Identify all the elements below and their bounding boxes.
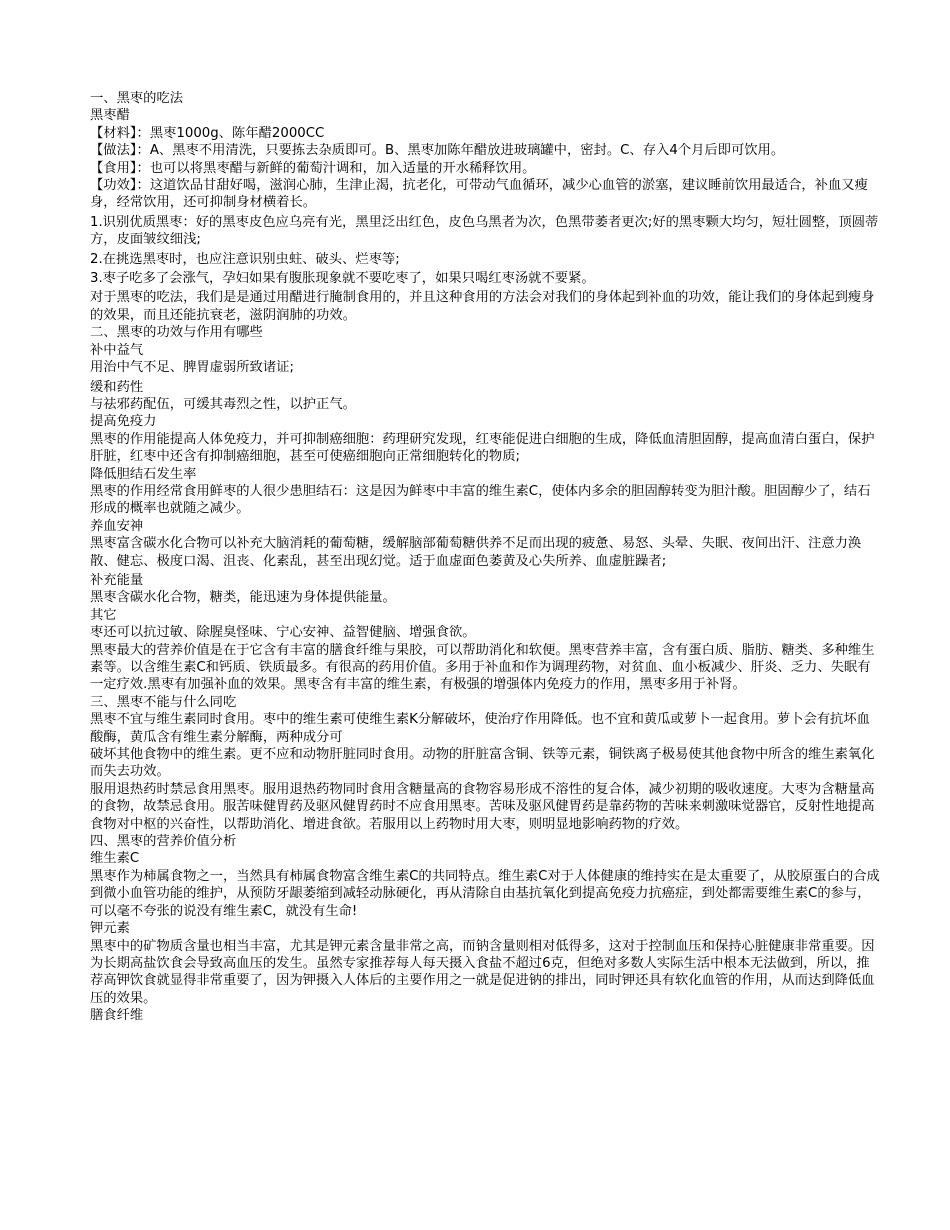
paragraph: 黑枣含碳水化合物，糖类，能迅速为身体提供能量。 <box>90 590 396 606</box>
paragraph: 【做法】：A、黑枣不用清洗，只要拣去杂质即可。B、黑枣加陈年醋放进玻璃罐中，密封。C、存入4个月后即可饮用。 <box>90 143 785 159</box>
paragraph: 黑枣不宜与维生素同时食用。枣中的维生素可使维生素K分解破坏，使治疗作用降低。也不宜和黄瓜或萝卜一起食用。萝卜会有抗坏血酸酶，黄瓜含有维生素分解酶，两种成分可 <box>90 712 870 745</box>
subheading: 缓和药性 <box>90 379 144 395</box>
paragraph: 黑枣的作用能提高人体免疫力，并可抑制癌细胞：药理研究发现，红枣能促进白细胞的生成，降低血清胆固醇，提高血清白蛋白，保护肝脏，红枣中还含有抑制癌细胞，甚至可使癌细胞向正常细胞转化的物质; <box>90 431 875 465</box>
paragraph: 服用退热药时禁忌食用黑枣。服用退热药物同时食用含糖量高的食物容易形成不溶性的复合体，减少初期的吸收速度。大枣为含糖量高的食物，故禁忌食用。服苦味健胃药及驱风健胃药时不应食用黑枣。苦味及驱风健胃药是靠药物的苦味来刺激味觉器官，反射性地提高食物对中枢的兴奋性，以帮助消化、增进食欲。若服用以上药物时用大枣，则明显地影响药物的疗效。 <box>90 781 875 832</box>
paragraph: 【功效】：这道饮品甘甜好喝，滋润心肺，生津止渴，抗老化，可带动气血循环，减少心血管的淤塞，建议睡前饮用最适合，补血又瘦身，经常饮用，还可抑制身材横着长。 <box>90 178 868 211</box>
paragraph: 与祛邪药配伍，可缓其毒烈之性，以护正气。 <box>90 396 356 412</box>
subheading: 膳食纤维 <box>90 1008 144 1024</box>
paragraph: 黑枣富含碳水化合物可以补充大脑消耗的葡萄糖，缓解脑部葡萄糖供养不足而出现的疲惫、易怒、头晕、失眠、夜间出汗、注意力涣散、健忘、极度口渴、沮丧、化素乱，甚至出现幻觉。适于血虚面色萎黄及心失所养、血虚脏躁者; <box>90 536 862 569</box>
paragraph: 黑枣最大的营养价值是在于它含有丰富的膳食纤维与果胶，可以帮助消化和软便。黑枣营养丰富，含有蛋白质、脂肪、糖类、多种维生素等。以含维生素C和钙质、铁质最多。有很高的药用价值。多用于补血和作为调理药物，对贫血、血小板减少、肝炎、乏力、失眠有一定疗效.黑枣有加强补血的效果。黑枣含有丰富的维生素，有极强的增强体内免疫力的作用，黑枣多用于补肾。 <box>90 642 875 693</box>
section-heading: 二、黑枣的功效与作用有哪些 <box>90 325 263 341</box>
paragraph: 1.识别优质黑枣：好的黑枣皮色应乌亮有光，黑里泛出红色，皮色乌黑者为次，色黑带萎者更次;好的黑枣颗大均匀，短壮圆整，顶圆蒂方，皮面皱纹细浅; <box>90 214 879 248</box>
paragraph: 黑枣中的矿物质含量也相当丰富，尤其是钾元素含量非常之高，而钠含量则相对低得多，这对于控制血压和保持心脏健康非常重要。因为长期高盐饮食会导致高血压的发生。虽然专家推荐每人每天摄入食盐不超过6克，但绝对多数人实际生活中根本无法做到，所以，推荐高钾饮食就显得非常重要了，因为钾摄入人体后的主要作用之一就是促进钠的排出，同时钾还具有软化血管的作用，从而达到降低血压的效果。 <box>90 938 875 1006</box>
section-heading: 三、黑枣不能与什么同吃 <box>90 694 237 710</box>
paragraph: 黑枣作为柿属食物之一，当然具有柿属食物富含维生素C的共同特点。维生素C对于人体健康的维持实在是太重要了，从胶原蛋白的合成到微小血管功能的维护，从预防牙龈萎缩到减轻动脉硬化，再从清除自由基抗氧化到提高免疫力抗癌症，到处都需要维生素C的参与，可以毫不夸张的说没有维生素C，就没有生命! <box>90 868 880 919</box>
paragraph: 黑枣的作用经常食用鲜枣的人很少患胆结石：这是因为鲜枣中丰富的维生素C，使体内多余的胆固醇转变为胆汁酸。胆固醇少了，结石形成的概率也就随之减少。 <box>90 483 871 517</box>
subheading: 维生素C <box>90 851 140 867</box>
subheading: 钾元素 <box>90 921 130 937</box>
subheading: 提高免疫力 <box>90 414 157 430</box>
paragraph: 【材料】：黑枣1000g、陈年醋2000CC <box>90 125 325 141</box>
document-body <box>90 90 880 1025</box>
subheading: 黑枣醋 <box>90 108 130 124</box>
subheading: 其它 <box>90 607 117 623</box>
subheading: 补中益气 <box>90 342 144 358</box>
section-heading: 四、黑枣的营养价值分析 <box>90 834 237 850</box>
paragraph: 【食用】：也可以将黑枣醋与新鲜的葡萄汁调和，加入适量的开水稀释饮用。 <box>90 160 536 176</box>
paragraph: 破坏其他食物中的维生素。更不应和动物肝脏同时食用。动物的肝脏富含铜、铁等元素，铜铁离子极易使其他食物中所含的维生素氧化而失去功效。 <box>90 747 875 780</box>
paragraph: 用治中气不足、脾胃虚弱所致诸证; <box>90 360 294 376</box>
paragraph: 2.在挑选黑枣时，也应注意识别虫蛀、破头、烂枣等; <box>90 251 400 267</box>
paragraph: 对于黑枣的吃法，我们是是通过用醋进行腌制食用的，并且这种食用的方法会对我们的身体起到补血的功效，能让我们的身体起到瘦身的效果，而且还能抗衰老，滋阴润肺的功效。 <box>90 290 875 323</box>
paragraph: 枣还可以抗过敏、除腥臭怪味、宁心安神、益智健脑、增强食欲。 <box>90 625 476 641</box>
subheading: 降低胆结石发生率 <box>90 466 197 482</box>
subheading: 养血安神 <box>90 518 144 534</box>
subheading: 补充能量 <box>90 572 144 588</box>
section-heading: 一、黑枣的吃法 <box>90 91 184 106</box>
paragraph: 3.枣子吃多了会涨气，孕妇如果有腹胀现象就不要吃枣了，如果只喝红枣汤就不要紧。 <box>90 271 595 287</box>
